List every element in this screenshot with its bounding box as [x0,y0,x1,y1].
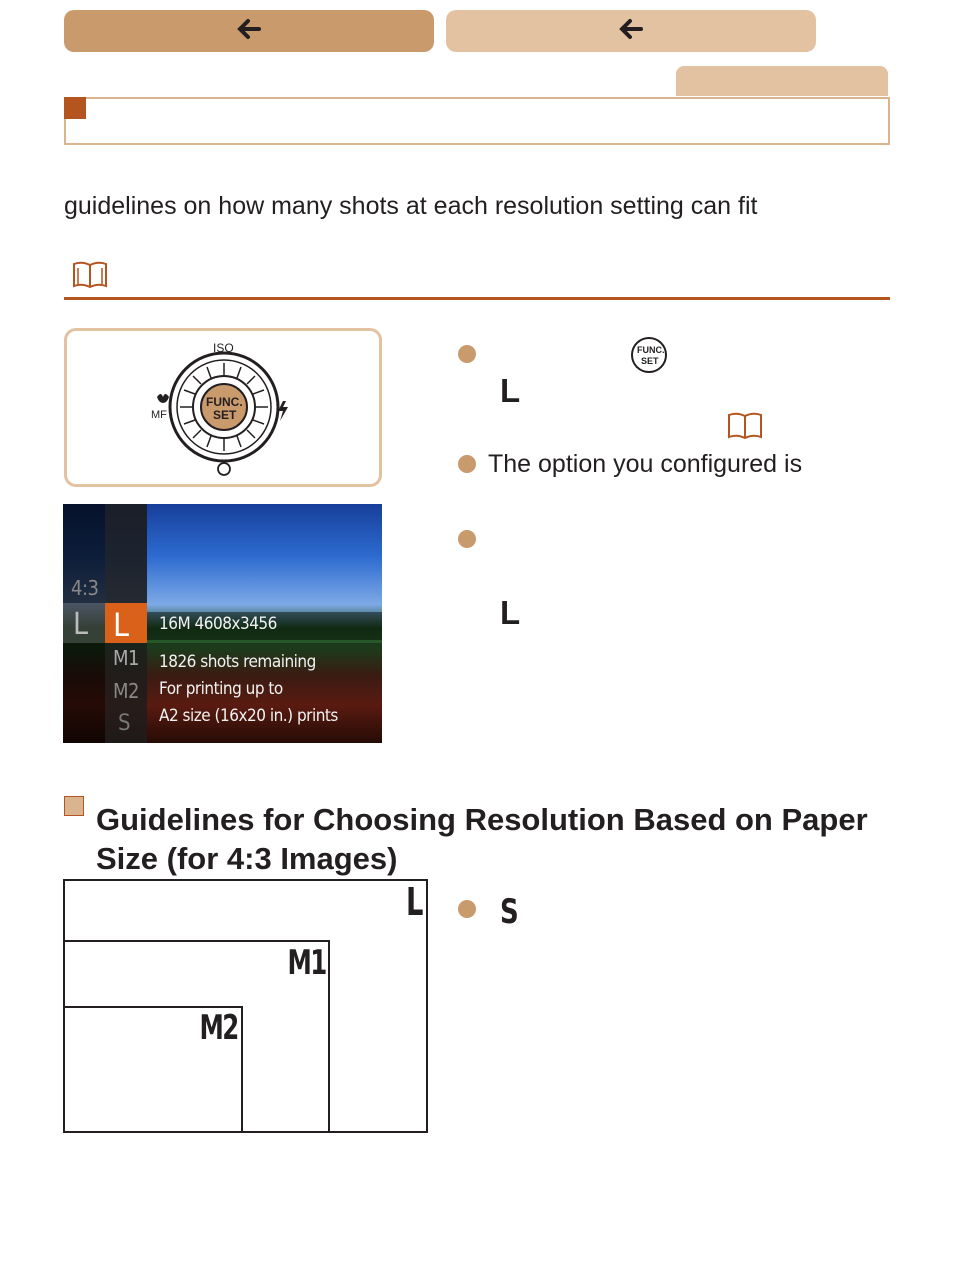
bullet-icon [458,455,476,473]
func-icon-label: FUNC. [637,345,665,355]
lcd-selected-label: L [113,606,129,644]
section-tab [676,66,888,96]
func-set-button-icon [630,336,668,379]
subheading-marker [64,796,84,816]
iso-label: ISO [213,341,234,355]
resolution-l-icon: L [500,372,521,409]
section-rule [64,297,890,300]
lcd-item-m2: M2 [113,679,139,703]
bullet-icon [458,530,476,548]
intro-text: guidelines on how many shots at each resolution setting can fit [64,192,758,220]
lcd-print-line-2: A2 size (16x20 in.) prints [159,706,338,726]
arrow-left-icon [237,18,261,44]
step-text: The option you configured is [488,450,803,478]
bullet-icon [458,345,476,363]
set-icon-label: SET [641,356,659,366]
bullet-icon [458,900,476,918]
label-l: L [406,880,422,924]
lcd-item-m1: M1 [113,646,139,670]
resolution-s-icon: S [500,892,518,932]
arrow-left-icon [619,18,643,44]
label-m2: M2 [199,1008,238,1048]
book-icon [727,411,763,446]
lcd-shots-remaining: 1826 shots remaining [159,652,316,672]
lcd-item-s: S [118,711,131,736]
lcd-resolution: 16M 4608x3456 [159,614,277,634]
title-marker [64,97,86,119]
mf-label: MF [151,409,167,421]
previous-page-button[interactable] [64,10,434,52]
back-button[interactable] [446,10,816,52]
control-dial-illustration [64,328,382,487]
resolution-l-icon: L [500,594,521,631]
book-icon [72,260,108,295]
lcd-print-line-1: For printing up to [159,679,283,699]
lcd-left-item: L [73,607,88,642]
lcd-aspect: 4:3 [71,576,99,600]
func-label: FUNC. [206,395,243,409]
subheading: Guidelines for Choosing Resolution Based on Paper Size (for 4:3 Images) [96,802,868,876]
label-m1: M1 [287,943,326,983]
page-title-box [64,97,890,145]
camera-lcd-screen [63,504,382,743]
set-label: SET [213,408,237,422]
